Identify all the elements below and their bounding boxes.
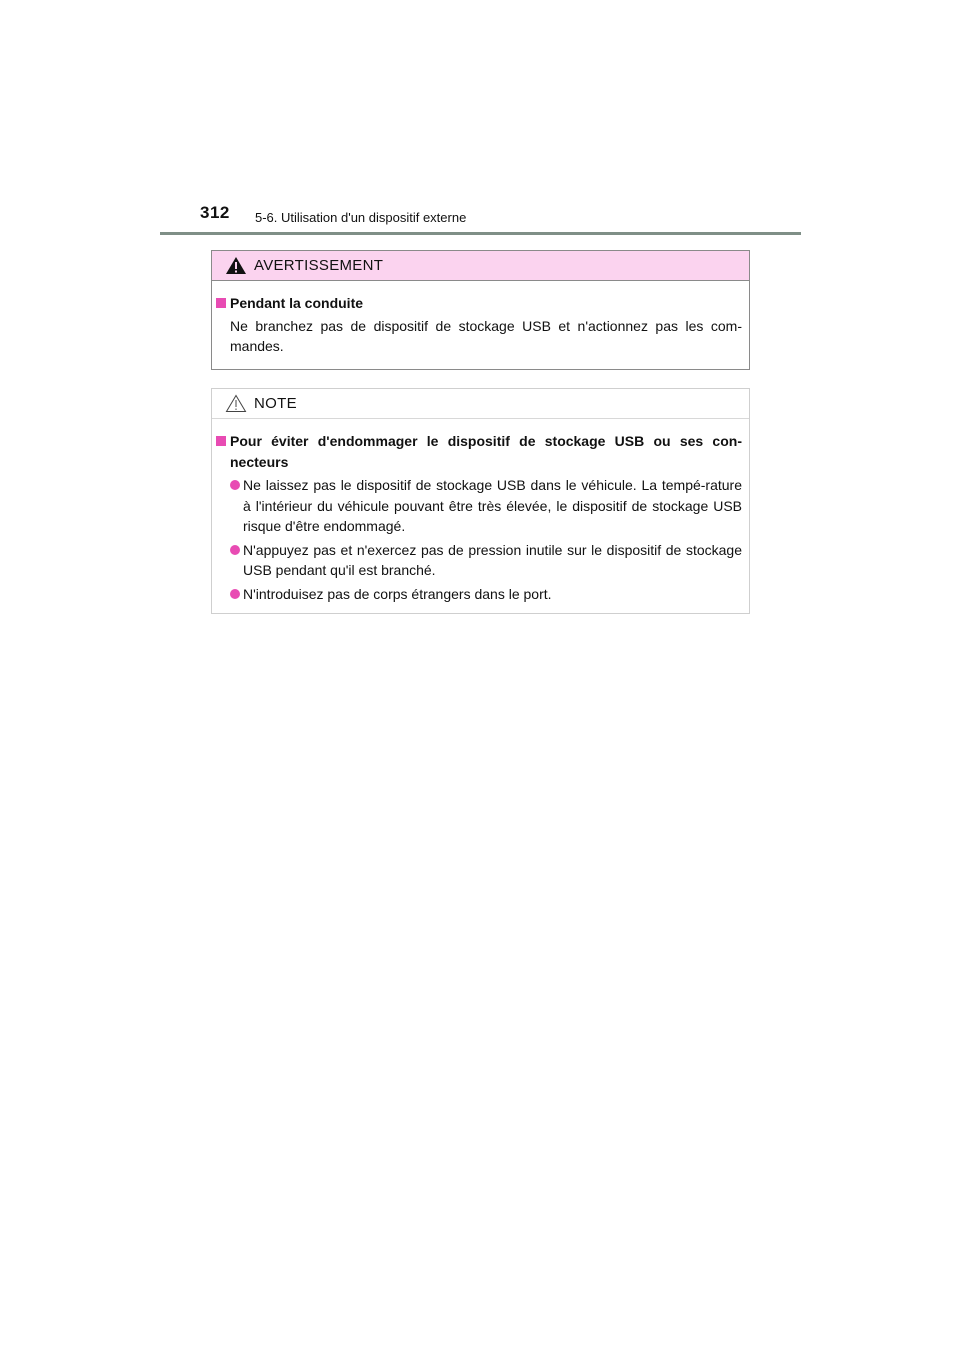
- header-divider: [160, 232, 801, 235]
- note-box-header: [212, 389, 749, 419]
- square-bullet-icon: [216, 436, 226, 446]
- round-bullet-icon: [230, 545, 240, 555]
- page-number: 312: [200, 203, 230, 222]
- warning-title: AVERTISSEMENT: [254, 257, 384, 274]
- warning-heading-text: Pendant la conduite: [230, 295, 364, 311]
- round-bullet-icon: [230, 589, 240, 599]
- warning-heading: [216, 293, 742, 314]
- list-item-text: N'introduisez pas de corps étrangers dans le port.: [243, 585, 552, 602]
- warning-box: [211, 250, 750, 370]
- page-header: [160, 203, 801, 235]
- note-heading-text: Pour éviter d'endommager le dispositif de stockage USB ou ses con-necteurs: [230, 433, 742, 470]
- list-item: [216, 475, 742, 537]
- note-box: [211, 388, 750, 614]
- list-item: [216, 540, 742, 581]
- list-item-text: N'appuyez pas et n'exercez pas de pression inutile sur le dispositif de stockage USB pendant qu'il est branché.: [243, 541, 742, 578]
- warning-box-header: [212, 251, 749, 281]
- note-heading: [216, 431, 742, 472]
- note-body: [212, 419, 749, 604]
- warning-triangle-icon: [225, 256, 247, 275]
- note-title: NOTE: [254, 395, 297, 412]
- warning-text: Ne branchez pas de dispositif de stockage USB et n'actionnez pas les com-mandes.: [230, 317, 742, 354]
- warning-body: [212, 281, 749, 357]
- caution-triangle-icon: [225, 394, 247, 413]
- list-item-text: Ne laissez pas le dispositif de stockage USB dans le véhicule. La tempé-rature à l'intérieur du véhicule pouvant être très élevée, le dispositif de stockage USB risque d'être endommagé.: [243, 477, 742, 534]
- list-item: [216, 584, 742, 605]
- square-bullet-icon: [216, 298, 226, 308]
- section-title: 5-6. Utilisation d'un dispositif externe: [255, 210, 467, 225]
- round-bullet-icon: [230, 480, 240, 490]
